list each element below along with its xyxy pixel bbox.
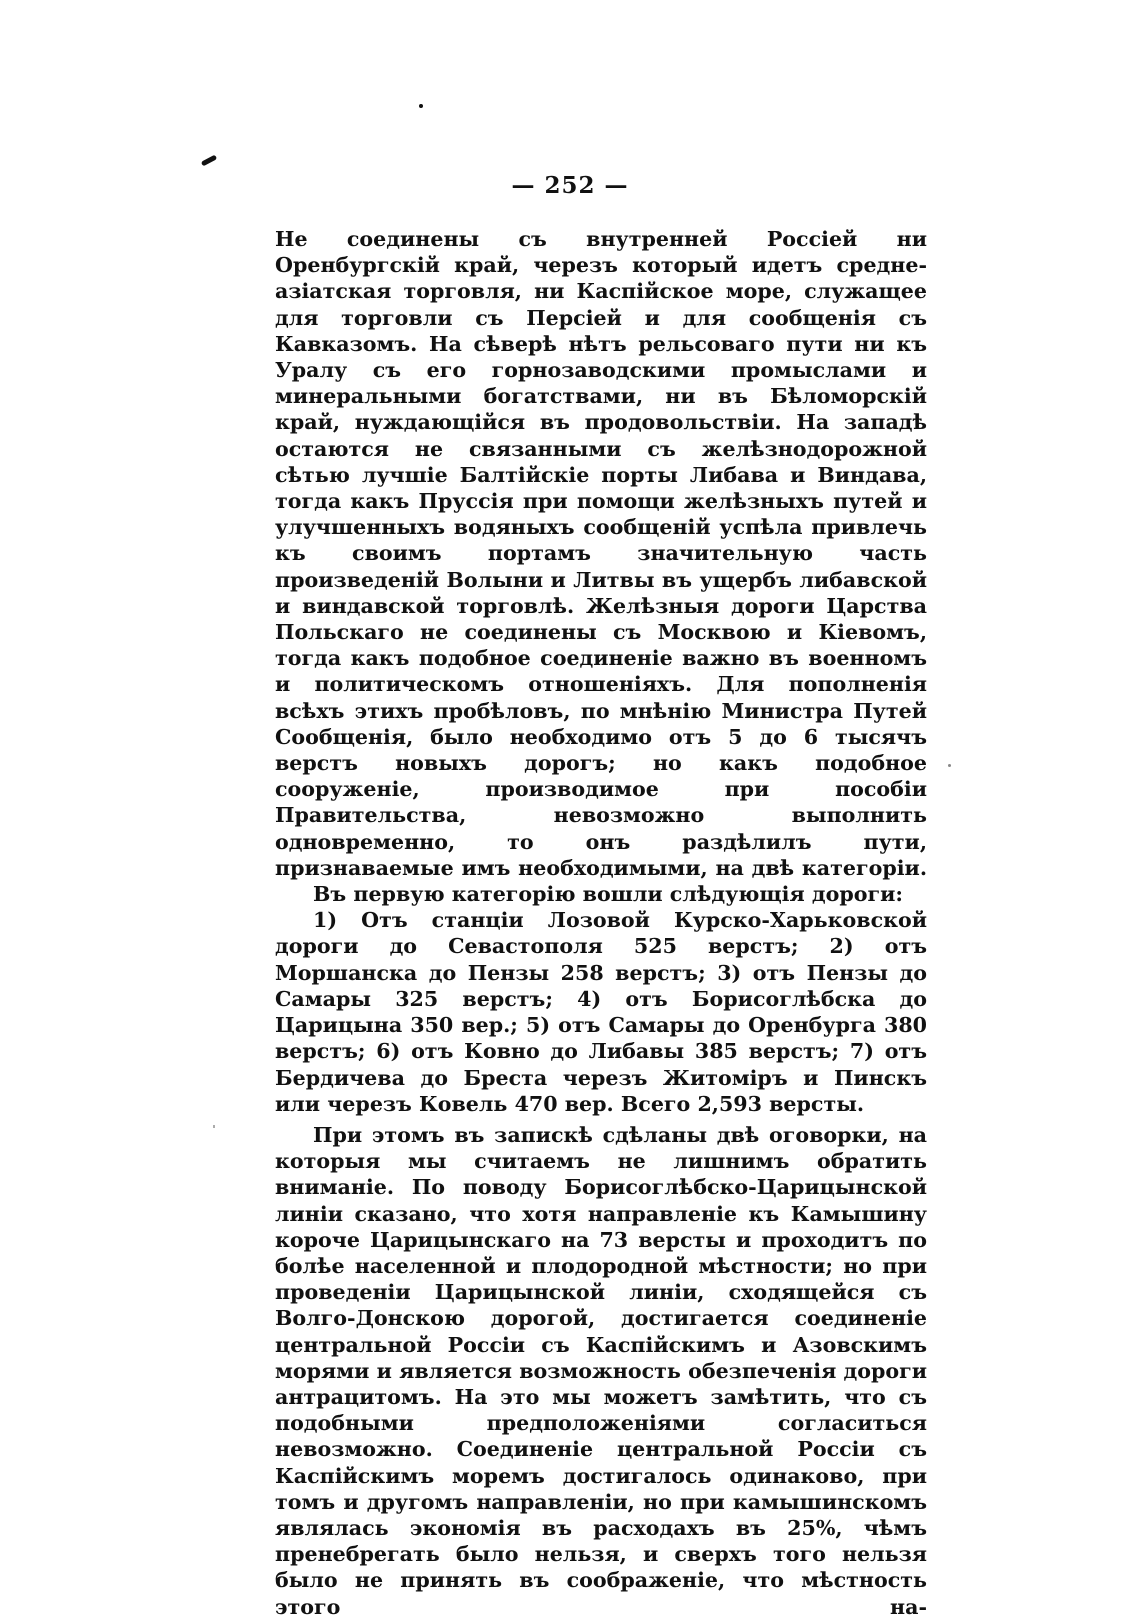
paragraph-first-category-list: 1) Отъ станціи Лозовой Курско-Харьковской дороги до Севастополя 525 верстъ; 2) отъ Моршанска до Пензы 258 верстъ; 3) отъ Пензы до Самары 325 верстъ; 4) отъ Борисоглѣбска до Царицына 350 вер.; 5) отъ Самары до Оренбурга 380 верстъ; 6) отъ Ковно до Либавы 385 верстъ; 7) отъ Бердичева до Бреста черезъ Житоміръ и Пинскъ или черезъ Ковель 470 вер. Всего 2,593 версты. [275, 908, 927, 1116]
paragraph-first-category-intro: Въ первую категорію вошли слѣдующія дороги: [313, 882, 903, 907]
ink-speck [419, 104, 423, 108]
paragraph-railway-gaps: Не соединены съ внутренней Россіей ни Оренбургскій край, черезъ который идетъ средне-азіатская торговля, ни Каспійское море, служащее для торговли съ Персіей и для сообщенія съ Кавказомъ. На сѣверѣ нѣтъ рельсоваго пути ни къ Уралу съ его горнозаводскими промыслами и минеральными богатствами, ни въ Бѣломорскій край, нуждающійся въ продовольствіи. На западѣ остаются не связанными съ желѣзнодорожной сѣтью лучшіе Балтійскіе порты Либава и Виндава, тогда какъ Пруссія при помощи желѣзныхъ путей и улучшенныхъ водяныхъ сообщеній успѣла привлечь къ своимъ портамъ значительную часть произведеній Волыни и Литвы въ ущербъ либавской и виндавской торговлѣ. Желѣзныя дороги Царства Польскаго не соединены съ Москвою и Кіевомъ, тогда какъ подобное соединеніе важно въ военномъ и политическомъ отношеніяхъ. Для пополненія всѣхъ этихъ пробѣловъ, по мнѣнію Министра Путей Сообщенія, было необходимо отъ 5 до 6 тысячъ верстъ новыхъ дорогъ; но какъ подобное сооруженіе, производимое при пособіи Правительства, невозможно выполнить одновременно, то онъ раздѣлилъ пути, признаваемые имъ необходимыми, на двѣ категоріи. [275, 227, 927, 880]
ink-speck [213, 1125, 215, 1128]
page-number: — 252 — [511, 172, 629, 199]
paragraph-two-remarks: При этомъ въ запискѣ сдѣланы двѣ оговорки, на которыя мы считаемъ не лишнимъ обратить вниманіе. По поводу Борисоглѣбско-Царицынской линіи сказано, что хотя направленіе къ Камышину короче Царицынскаго на 73 версты и проходитъ по болѣе населенной и плодородной мѣстности; но при проведеніи Царицынской линіи, сходящейся съ Волго-Донскою дорогой, достигается соединеніе центральной Россіи съ Каспійскимъ и Азовскимъ морями и является возможность обезпеченія дороги антрацитомъ. На это мы можетъ замѣтить, что съ подобными предположеніями согласиться невозможно. Соединеніе центральной Россіи съ Каспійскимъ моремъ достигалось одинаково, при томъ и другомъ направленіи, но при камышинскомъ являлась экономія въ расходахъ въ 25%, чѣмъ пренебрегать было нельзя, и сверхъ того нельзя было не принять въ соображеніе, что мѣстность этого на- [275, 1122, 927, 1619]
body-text [275, 226, 927, 1620]
ink-speck [948, 764, 951, 767]
ink-mark [201, 155, 217, 167]
